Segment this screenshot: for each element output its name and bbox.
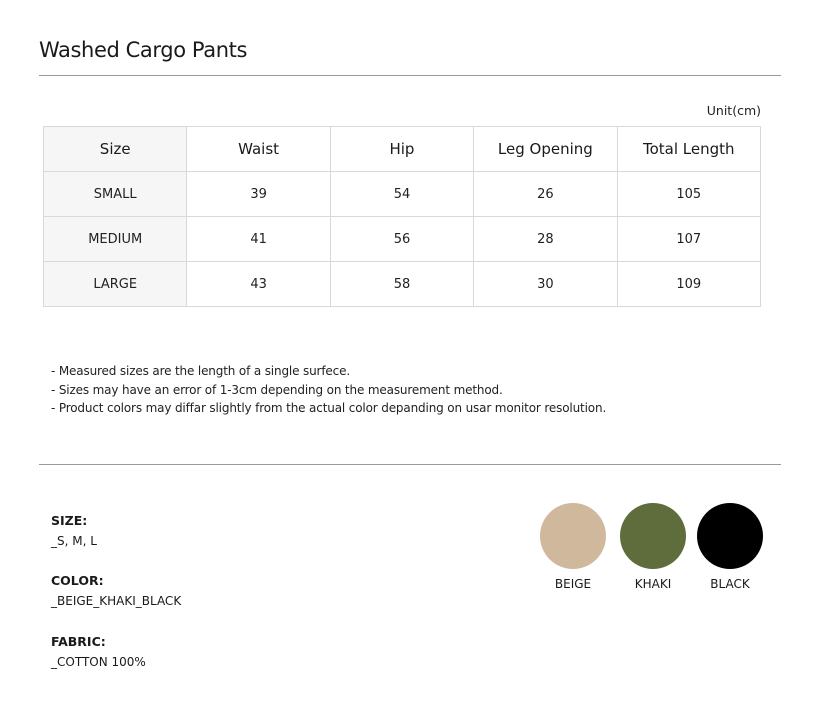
note-line: - Measured sizes are the length of a single surfece. [51,364,350,378]
table-row [44,172,761,217]
size-spec-label: SIZE: [51,513,88,528]
top-divider [39,75,781,76]
product-title: Washed Cargo Pants [39,38,247,62]
khaki-color-swatch [620,503,686,569]
khaki-swatch-label: KHAKI [634,577,672,591]
leg-opening-value: 28 [474,217,617,262]
row-size-label: SMALL [44,172,187,217]
leg-opening-value: 30 [474,262,617,307]
size-spec [51,511,97,551]
fabric-spec-label: FABRIC: [51,634,106,649]
table-header-row [44,127,761,172]
row-size-label: MEDIUM [44,217,187,262]
color-spec-value: _BEIGE_KHAKI_BLACK [51,594,182,608]
section-divider [39,464,781,465]
column-header-waist: Waist [187,127,330,172]
column-header-size: Size [44,127,187,172]
table-row [44,262,761,307]
size-spec-value: _S, M, L [51,534,97,548]
waist-value: 39 [187,172,330,217]
hip-value: 54 [330,172,473,217]
total-length-value: 107 [617,217,760,262]
color-spec [51,571,181,611]
total-length-value: 105 [617,172,760,217]
fabric-spec-value: _COTTON 100% [51,655,146,669]
black-color-swatch [697,503,763,569]
note-line: - Product colors may diffar slightly from the actual color depanding on usar monitor resolution. [51,401,607,415]
color-spec-label: COLOR: [51,573,104,588]
beige-color-swatch [540,503,606,569]
measurement-notes [51,362,606,418]
waist-value: 43 [187,262,330,307]
unit-label: Unit(cm) [706,103,761,118]
column-header-total-length: Total Length [617,127,760,172]
waist-value: 41 [187,217,330,262]
column-header-leg-opening: Leg Opening [474,127,617,172]
hip-value: 58 [330,262,473,307]
hip-value: 56 [330,217,473,262]
column-header-hip: Hip [330,127,473,172]
note-line: - Sizes may have an error of 1-3cm depending on the measurement method. [51,382,503,397]
beige-swatch-label: BEIGE [554,577,592,591]
total-length-value: 109 [617,262,760,307]
fabric-spec [51,632,146,672]
row-size-label: LARGE [44,262,187,307]
black-swatch-label: BLACK [710,577,750,591]
table-row [44,217,761,262]
size-chart-table [43,126,761,307]
leg-opening-value: 26 [474,172,617,217]
